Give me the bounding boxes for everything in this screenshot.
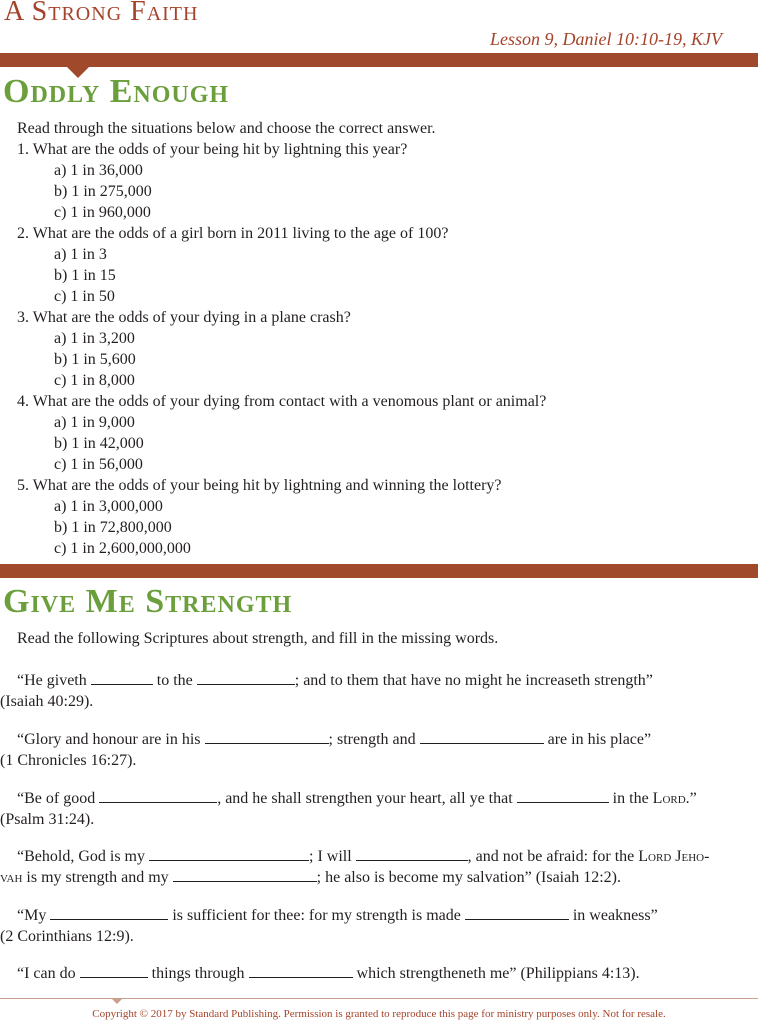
verse-text: ; and to them that have no might he increaseth strength” [294,672,653,689]
verse-text: to the [152,672,197,689]
verse-reference: (2 Corinthians 12:9). [0,928,134,945]
question-2-option-c: c) 1 in 50 [54,288,115,305]
fill-in-blank[interactable] [249,963,353,978]
question-5-option-c: c) 1 in 2,600,000,000 [54,540,191,557]
question-1-option-a: a) 1 in 36,000 [54,162,143,179]
verse-reference: (1 Chronicles 16:27). [0,752,137,769]
question-4-option-a: a) 1 in 9,000 [54,414,135,431]
fill-in-blank[interactable] [50,905,168,920]
question-1: 1. What are the odds of your being hit by lightning this year? [17,141,408,158]
question-2: 2. What are the odds of a girl born in 2011 living to the age of 100? [17,225,449,242]
section2-instructions: Read the following Scriptures about strength, and fill in the missing words. [17,630,499,647]
verse-text: which strengtheneth me” (Philippians 4:13). [352,965,640,982]
fill-in-blank[interactable] [465,905,569,920]
fill-in-blank[interactable] [420,729,544,744]
worksheet-title: A Strong Faith [4,0,199,27]
fill-in-blank[interactable] [197,670,295,685]
question-3: 3. What are the odds of your dying in a plane crash? [17,309,351,326]
odds-quiz [17,139,546,559]
fill-in-blank[interactable] [80,963,148,978]
verse-text-lord: Lord [652,790,686,807]
scripture-psalm-31-24 [0,788,748,830]
verse-text: is my strength and my [22,869,173,886]
question-1-option-c: c) 1 in 960,000 [54,204,151,221]
verse-text: “Glory and honour are in his [17,731,205,748]
verse-text: in weakness” [568,907,658,924]
verse-text: ; I will [309,848,356,865]
verse-text-vah: vah [0,869,23,886]
copyright-notice: Copyright © 2017 by Standard Publishing. Permission is granted to reproduce this page for ministry purposes only. Not for resale. [92,1008,666,1020]
question-4-option-b: b) 1 in 42,000 [54,435,144,452]
question-5-option-b: b) 1 in 72,800,000 [54,519,172,536]
section-divider-bar [0,564,758,578]
question-5-option-a: a) 1 in 3,000,000 [54,498,163,515]
verse-reference: (Psalm 31:24). [0,811,95,828]
scripture-isaiah-12-2 [0,846,748,888]
question-3-option-b: b) 1 in 5,600 [54,351,136,368]
lesson-reference: Lesson 9, Daniel 10:10-19, KJV [490,29,722,49]
section1-instructions: Read through the situations below and choose the correct answer. [17,120,436,137]
scripture-2-corinthians-12-9 [0,905,748,947]
section-title-oddly-enough: Oddly Enough [3,73,230,110]
verse-text: .” [685,790,697,807]
verse-text: ; he also is become my salvation” (Isaiah 12:2). [316,869,621,886]
fill-in-blank[interactable] [91,670,153,685]
verse-text: in the [608,790,653,807]
verse-text: “I can do [17,965,80,982]
verse-text: are in his place” [543,731,652,748]
verse-text: “He giveth [17,672,91,689]
fill-in-blank[interactable] [99,788,217,803]
footer-notch [111,998,123,1004]
question-3-option-a: a) 1 in 3,200 [54,330,135,347]
verse-text-lord-jehovah: Lord Jeho- [638,848,710,865]
fill-in-blank[interactable] [205,729,329,744]
header-divider-bar [0,53,758,67]
question-4: 4. What are the odds of your dying from contact with a venomous plant or animal? [17,393,547,410]
question-3-option-c: c) 1 in 8,000 [54,372,135,389]
verse-text: , and he shall strengthen your heart, all ye that [217,790,517,807]
fill-in-blank[interactable] [149,846,309,861]
scripture-philippians-4-13 [0,963,748,984]
fill-in-blank[interactable] [173,867,317,882]
question-1-option-b: b) 1 in 275,000 [54,183,152,200]
question-4-option-c: c) 1 in 56,000 [54,456,143,473]
question-5: 5. What are the odds of your being hit by lightning and winning the lottery? [17,477,502,494]
verse-text: things through [147,965,249,982]
scripture-1-chronicles-16-27 [0,729,748,771]
verse-text: “My [17,907,51,924]
question-2-option-b: b) 1 in 15 [54,267,116,284]
question-2-option-a: a) 1 in 3 [54,246,107,263]
verse-reference: (Isaiah 40:29). [0,693,94,710]
fill-in-blank[interactable] [517,788,609,803]
scripture-isaiah-40-29 [0,670,748,712]
verse-text: ; strength and [328,731,420,748]
verse-text: , and not be afraid: for the [467,848,639,865]
verse-text: “Be of good [17,790,100,807]
verse-text: is sufficient for thee: for my strength is made [168,907,465,924]
verse-text: “Behold, God is my [17,848,149,865]
fill-in-blank[interactable] [356,846,468,861]
section-title-give-me-strength: Give Me Strength [3,583,293,620]
